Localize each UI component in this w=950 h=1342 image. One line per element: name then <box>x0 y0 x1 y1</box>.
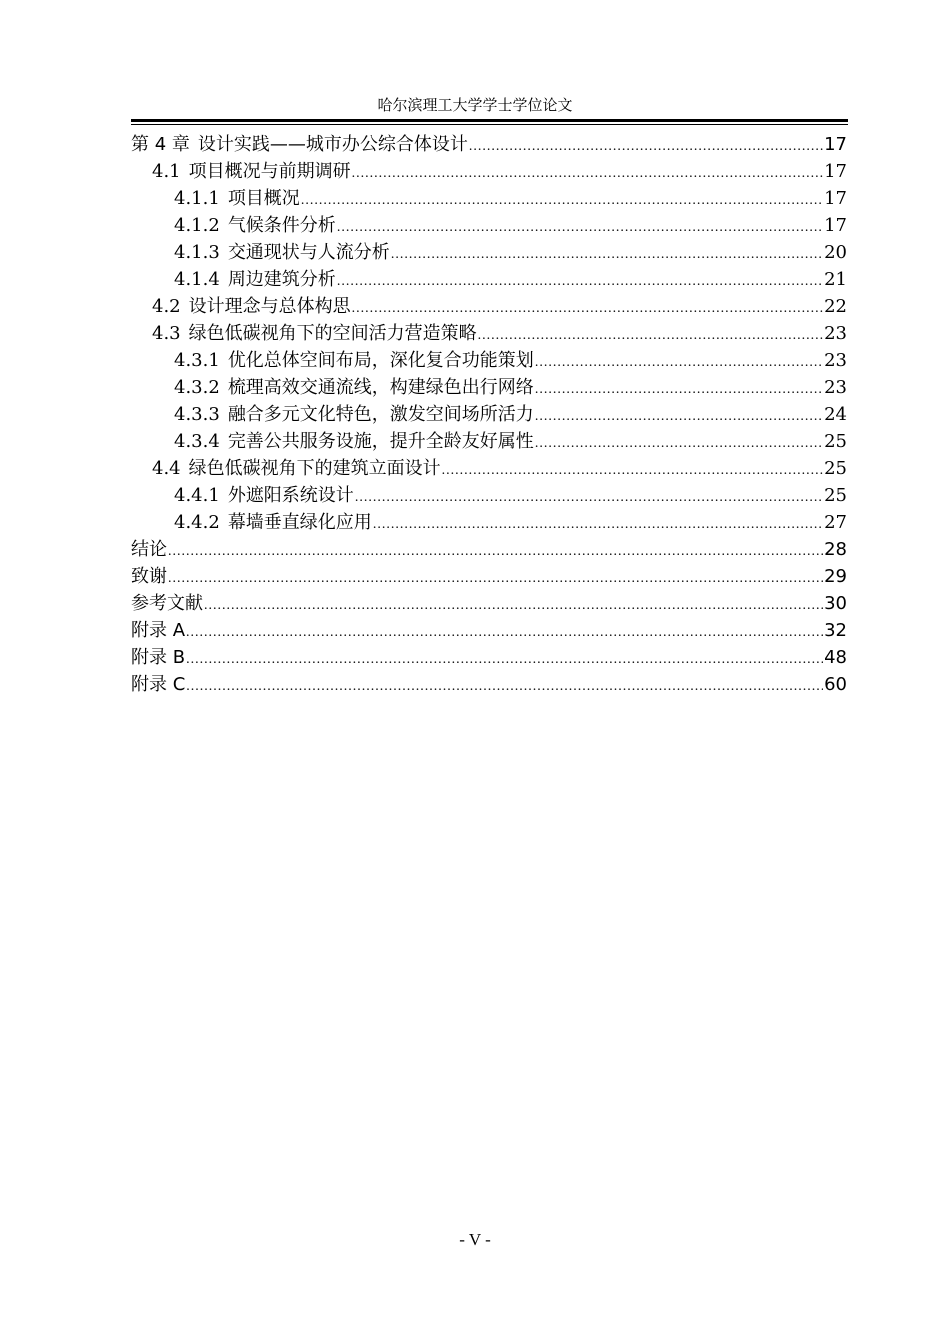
toc-entry-title: 梳理高效交通流线，构建绿色出行网络 <box>227 377 534 398</box>
toc-entry-4-4-2[interactable] <box>131 509 847 536</box>
toc-leader-dots <box>535 376 823 403</box>
toc-entry-page: 17 <box>824 188 847 209</box>
toc-entry-title: 项目概况与前期调研 <box>188 161 351 182</box>
toc-entry-page: 23 <box>824 377 847 398</box>
toc-entry-page: 29 <box>824 566 847 587</box>
header-rule-thin <box>131 124 848 125</box>
table-of-contents <box>131 131 847 698</box>
toc-entry-number: 4.1.1 <box>174 188 220 209</box>
toc-entry-4-3-2[interactable] <box>131 374 847 401</box>
toc-entry-title: 附录 C <box>131 674 186 695</box>
toc-leader-dots <box>373 511 823 538</box>
toc-entry-title: 完善公共服务设施，提升全龄友好属性 <box>227 431 534 452</box>
toc-entry-title: 项目概况 <box>227 188 300 209</box>
toc-leader-dots <box>535 430 823 457</box>
toc-leader-dots <box>391 241 823 268</box>
toc-leader-dots <box>355 484 823 511</box>
toc-leader-dots <box>352 160 823 187</box>
toc-entry-page: 60 <box>824 674 847 695</box>
toc-leader-dots <box>337 214 823 241</box>
toc-entry-page: 27 <box>824 512 847 533</box>
toc-leader-dots <box>352 295 823 322</box>
toc-leader-dots <box>301 187 823 214</box>
toc-entry-page: 17 <box>824 134 847 155</box>
toc-entry-4-1-4[interactable] <box>131 266 847 293</box>
toc-entry-4-2[interactable] <box>131 293 847 320</box>
toc-leader-dots <box>186 673 823 700</box>
toc-entry-4-4-1[interactable] <box>131 482 847 509</box>
toc-entry-title: 外遮阳系统设计 <box>227 485 354 506</box>
toc-entry-page: 28 <box>824 539 847 560</box>
toc-entry-title: 设计理念与总体构思 <box>188 296 351 317</box>
toc-entry-page: 17 <box>824 161 847 182</box>
toc-leader-dots <box>442 457 823 484</box>
toc-entry-title: 幕墙垂直绿化应用 <box>227 512 372 533</box>
toc-leader-dots <box>535 349 823 376</box>
toc-entry-page: 24 <box>824 404 847 425</box>
toc-entry-title: 优化总体空间布局，深化复合功能策划 <box>227 350 534 371</box>
toc-entry-title: 气候条件分析 <box>227 215 336 236</box>
toc-entry-page: 23 <box>824 350 847 371</box>
toc-entry-number: 4.1.2 <box>174 215 220 236</box>
toc-entry-4-1-1[interactable] <box>131 185 847 212</box>
toc-entry-title: 周边建筑分析 <box>227 269 336 290</box>
toc-entry-page: 30 <box>824 593 847 614</box>
toc-entry-title: 结论 <box>131 539 167 560</box>
toc-entry-number: 4.1.3 <box>174 242 220 263</box>
toc-entry-title: 设计实践——城市办公综合体设计 <box>197 134 468 155</box>
toc-entry-4-1-2[interactable] <box>131 212 847 239</box>
running-header: 哈尔滨理工大学学士学位论文 <box>377 96 573 114</box>
toc-entry-title: 附录 B <box>131 647 186 668</box>
toc-entry-number: 4.2 <box>152 296 181 317</box>
toc-entry-4-3-1[interactable] <box>131 347 847 374</box>
toc-leader-dots <box>168 538 823 565</box>
toc-entry-number: 第 4 章 <box>131 134 190 155</box>
toc-entry-title: 致谢 <box>131 566 167 587</box>
toc-entry-conclusion[interactable] <box>131 536 847 563</box>
toc-leader-dots <box>478 322 823 349</box>
toc-entry-references[interactable] <box>131 590 847 617</box>
toc-entry-page: 25 <box>824 485 847 506</box>
toc-entry-number: 4.1 <box>152 161 181 182</box>
toc-entry-title: 绿色低碳视角下的建筑立面设计 <box>188 458 441 479</box>
toc-leader-dots <box>535 403 823 430</box>
toc-entry-number: 4.3.2 <box>174 377 220 398</box>
toc-entry-page: 20 <box>824 242 847 263</box>
toc-entry-number: 4.1.4 <box>174 269 220 290</box>
toc-entry-title: 交通现状与人流分析 <box>227 242 390 263</box>
toc-entry-title: 融合多元文化特色，激发空间场所活力 <box>227 404 534 425</box>
toc-leader-dots <box>204 592 823 619</box>
toc-entry-acknowledgements[interactable] <box>131 563 847 590</box>
toc-leader-dots <box>186 619 823 646</box>
toc-entry-4-1[interactable] <box>131 158 847 185</box>
toc-entry-chapter-4[interactable] <box>131 131 847 158</box>
toc-entry-appendix-c[interactable] <box>131 671 847 698</box>
toc-entry-number: 4.3.3 <box>174 404 220 425</box>
toc-entry-4-3[interactable] <box>131 320 847 347</box>
toc-entry-appendix-a[interactable] <box>131 617 847 644</box>
toc-entry-page: 23 <box>824 323 847 344</box>
toc-entry-title: 附录 A <box>131 620 186 641</box>
toc-entry-4-1-3[interactable] <box>131 239 847 266</box>
toc-entry-number: 4.3.4 <box>174 431 220 452</box>
toc-entry-title: 绿色低碳视角下的空间活力营造策略 <box>188 323 477 344</box>
toc-entry-appendix-b[interactable] <box>131 644 847 671</box>
toc-entry-4-4[interactable] <box>131 455 847 482</box>
toc-entry-4-3-3[interactable] <box>131 401 847 428</box>
toc-leader-dots <box>337 268 823 295</box>
toc-entry-4-3-4[interactable] <box>131 428 847 455</box>
page-number: - V - <box>459 1230 491 1249</box>
toc-entry-number: 4.4.1 <box>174 485 220 506</box>
toc-entry-number: 4.3.1 <box>174 350 220 371</box>
toc-entry-page: 22 <box>824 296 847 317</box>
toc-entry-page: 17 <box>824 215 847 236</box>
toc-leader-dots <box>168 565 823 592</box>
toc-entry-number: 4.3 <box>152 323 181 344</box>
toc-entry-title: 参考文献 <box>131 593 203 614</box>
toc-entry-page: 48 <box>824 647 847 668</box>
toc-entry-number: 4.4.2 <box>174 512 220 533</box>
toc-entry-page: 32 <box>824 620 847 641</box>
toc-entry-page: 21 <box>824 269 847 290</box>
toc-leader-dots <box>186 646 823 673</box>
toc-entry-number: 4.4 <box>152 458 181 479</box>
header-rule-thick <box>131 119 848 122</box>
toc-entry-page: 25 <box>824 458 847 479</box>
toc-entry-page: 25 <box>824 431 847 452</box>
toc-leader-dots <box>469 133 823 160</box>
